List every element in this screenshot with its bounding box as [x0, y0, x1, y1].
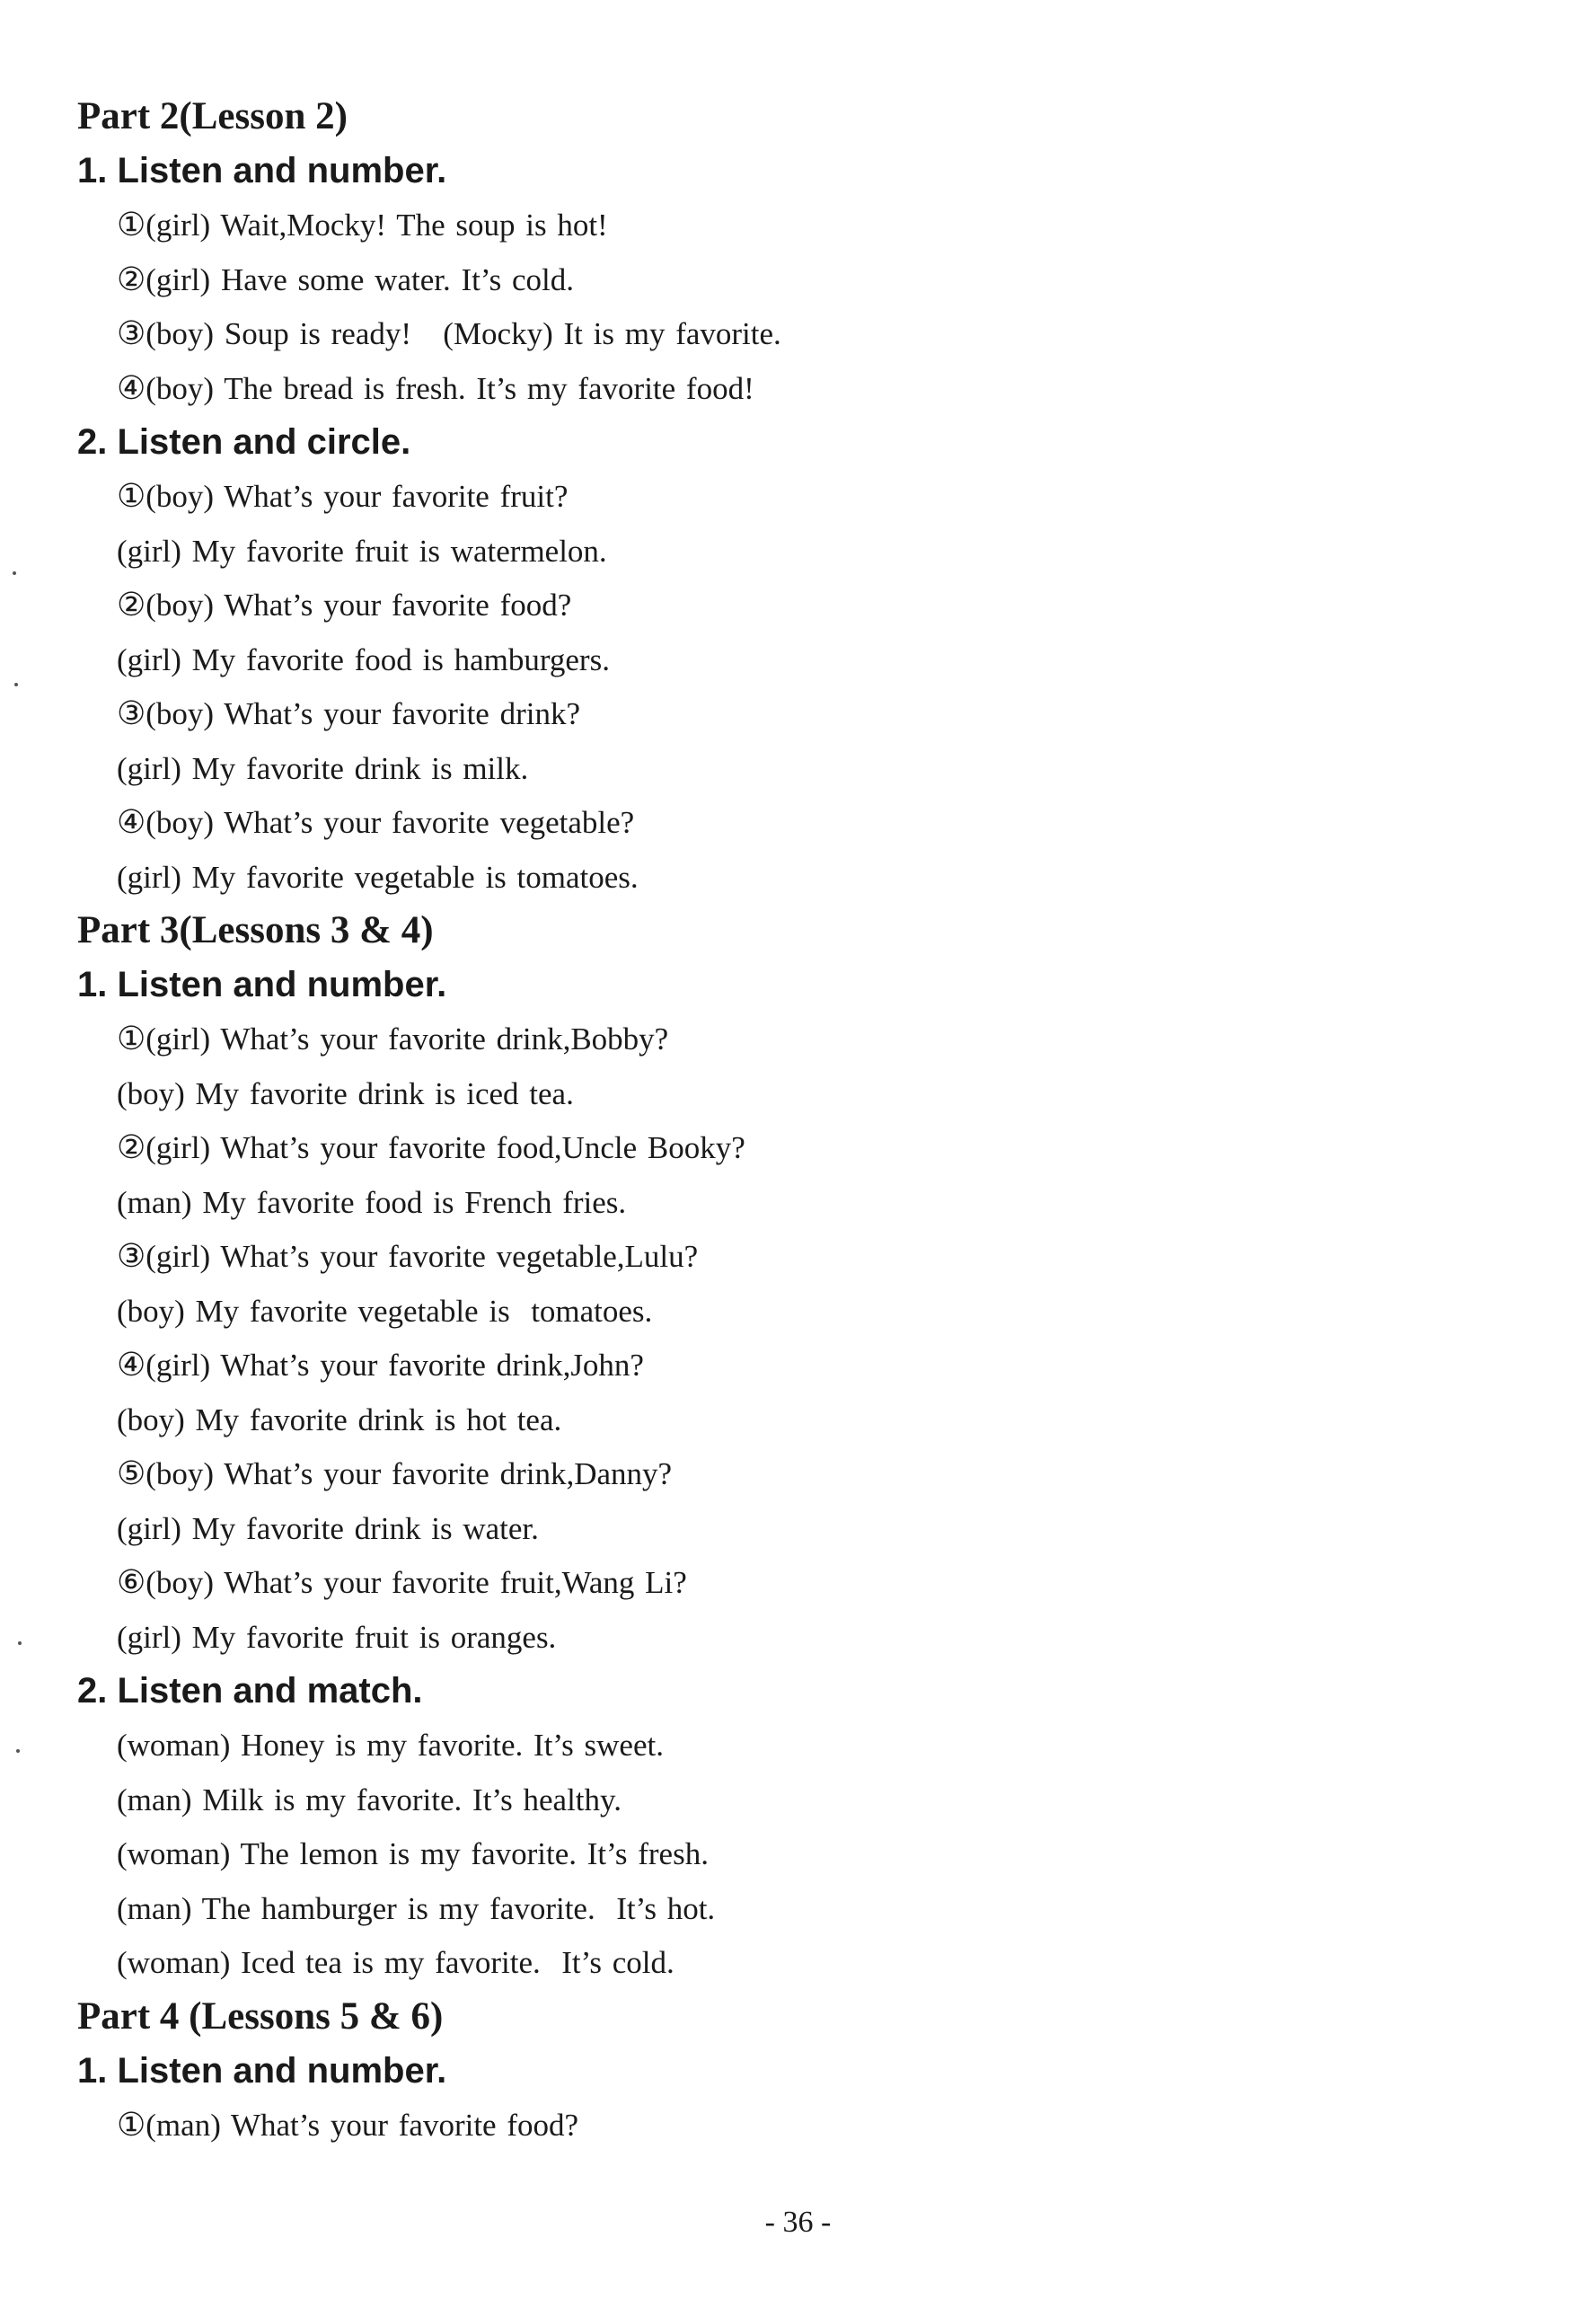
- transcript-line: [77, 1555, 1514, 1610]
- item-number: ②: [117, 261, 146, 297]
- line-text: (boy) What’s your favorite vegetable?: [145, 805, 635, 840]
- transcript-line: [77, 632, 1514, 687]
- line-text: (woman) Honey is my favorite. It’s sweet.: [117, 1728, 664, 1763]
- item-number: ③: [117, 695, 146, 731]
- part-title: Part 3(Lessons 3 & 4): [77, 909, 434, 951]
- line-text: (boy) What’s your favorite food?: [145, 588, 572, 623]
- item-number: ①: [117, 207, 146, 243]
- transcript-line: [77, 1773, 1514, 1827]
- transcript-line: [77, 1393, 1514, 1447]
- line-text: (girl) Have some water. It’s cold.: [145, 261, 574, 297]
- transcript-line: [77, 1881, 1514, 1936]
- section-title: 2. Listen and circle.: [77, 422, 411, 462]
- line-text: (girl) My favorite vegetable is tomatoes.: [117, 859, 639, 895]
- item-number: ①: [117, 2106, 146, 2143]
- line-text: (boy) What’s your favorite drink,Danny?: [145, 1456, 673, 1491]
- line-text: (woman) Iced tea is my favorite. It’s cold.: [117, 1945, 675, 1980]
- transcript-line: [77, 1120, 1514, 1175]
- scan-speck: [16, 1749, 20, 1753]
- transcript-line: [77, 1229, 1514, 1284]
- item-number: ④: [117, 369, 146, 406]
- transcript-line: [77, 1284, 1514, 1339]
- line-text: (boy) What’s your favorite drink?: [145, 696, 580, 731]
- scan-speck: [14, 683, 18, 686]
- line-text: (girl) My favorite fruit is watermelon.: [117, 533, 607, 569]
- item-number: ④: [117, 804, 146, 840]
- line-text: (man) Milk is my favorite. It’s healthy.: [117, 1782, 622, 1817]
- transcript-line: [77, 741, 1514, 796]
- item-number: ②: [117, 1129, 146, 1165]
- line-text: (girl) What’s your favorite vegetable,Lulu?: [145, 1239, 699, 1274]
- line-text: (boy) My favorite vegetable is tomatoes.: [117, 1293, 653, 1329]
- transcript-line: [77, 1338, 1514, 1393]
- transcript-line: [77, 2098, 1514, 2153]
- transcript-page: [77, 90, 1514, 2152]
- transcript-line: [77, 198, 1514, 252]
- transcript-line: [77, 1826, 1514, 1881]
- transcript-line: [77, 1501, 1514, 1556]
- section-title: 2. Listen and match.: [77, 1671, 423, 1711]
- line-text: (girl) Wait,Mocky! The soup is hot!: [145, 208, 608, 243]
- part-title: Part 4 (Lessons 5 & 6): [77, 1994, 444, 2038]
- line-text: (man) What’s your favorite food?: [145, 2107, 579, 2143]
- section-title: 1. Listen and number.: [77, 2050, 447, 2091]
- item-number: ③: [117, 315, 146, 351]
- line-text: (girl) What’s your favorite food,Uncle Booky?: [145, 1130, 745, 1165]
- line-text: (girl) What’s your favorite drink,John?: [145, 1348, 644, 1383]
- transcript-line: [77, 578, 1514, 632]
- part-title: Part 2(Lesson 2): [77, 95, 348, 137]
- line-text: (boy) My favorite drink is iced tea.: [117, 1075, 574, 1111]
- scan-speck: [18, 1641, 22, 1645]
- line-text: (girl) What’s your favorite drink,Bobby?: [145, 1021, 669, 1057]
- transcript-line: [77, 1066, 1514, 1121]
- line-text: (girl) My favorite drink is milk.: [117, 750, 529, 786]
- item-number: ①: [117, 478, 146, 514]
- item-number: ⑤: [117, 1455, 146, 1491]
- transcript-line: [77, 1012, 1514, 1066]
- line-text: (girl) My favorite drink is water.: [117, 1510, 539, 1546]
- transcript-line: [77, 1935, 1514, 1990]
- transcript-line: [77, 686, 1514, 741]
- line-text: (boy) The bread is fresh. It’s my favorite food!: [145, 370, 754, 406]
- transcript-line: [77, 469, 1514, 524]
- page-number: - 36 -: [764, 2206, 832, 2239]
- item-number: ③: [117, 1238, 146, 1274]
- line-text: (man) My favorite food is French fries.: [117, 1184, 627, 1220]
- line-text: (boy) What’s your favorite fruit,Wang Li?: [145, 1565, 687, 1600]
- section-title: 1. Listen and number.: [77, 151, 447, 190]
- line-text: (woman) The lemon is my favorite. It’s fresh.: [117, 1836, 709, 1871]
- transcript-line: [77, 524, 1514, 579]
- section-title: 1. Listen and number.: [77, 965, 447, 1004]
- transcript-line: [77, 795, 1514, 850]
- transcript-line: [77, 850, 1514, 905]
- item-number: ⑥: [117, 1564, 146, 1600]
- transcript-line: [77, 1175, 1514, 1230]
- transcript-line: [77, 306, 1514, 361]
- line-text: (boy) My favorite drink is hot tea.: [117, 1402, 562, 1437]
- transcript-line: [77, 1610, 1514, 1665]
- item-number: ④: [117, 1347, 146, 1383]
- line-text: (man) The hamburger is my favorite. It’s hot.: [117, 1890, 716, 1926]
- transcript-line: [77, 1446, 1514, 1501]
- line-text: (girl) My favorite food is hamburgers.: [117, 641, 610, 677]
- item-number: ①: [117, 1021, 146, 1057]
- line-text: (boy) What’s your favorite fruit?: [145, 479, 569, 514]
- line-text: (girl) My favorite fruit is oranges.: [117, 1619, 557, 1655]
- item-number: ②: [117, 587, 146, 623]
- scan-speck: [13, 571, 16, 575]
- transcript-line: [77, 252, 1514, 307]
- transcript-line: [77, 361, 1514, 416]
- transcript-line: [77, 1718, 1514, 1773]
- line-text: (boy) Soup is ready! (Mocky) It is my favorite.: [145, 316, 781, 351]
